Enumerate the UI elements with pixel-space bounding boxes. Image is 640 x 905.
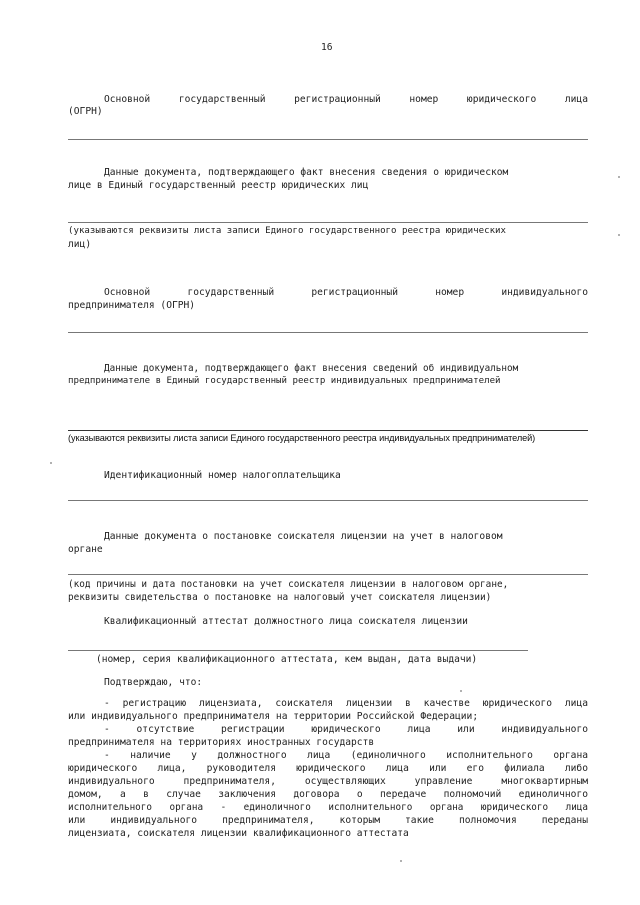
confirm-line: исполнительного органа - единоличного исполнительного органа юридического лица xyxy=(68,802,588,813)
tax-registration-note-line2: реквизиты свидетельства о постановке на налоговый учет соискателя лицензии) xyxy=(68,592,492,603)
confirm-line: индивидуального предпринимателя, осуществляющих управление многоквартирным xyxy=(68,776,588,787)
scan-speck xyxy=(460,690,462,692)
egrip-doc-note: (указываются реквизиты листа записи Единого государственного реестра индивидуальных предпринимателей) xyxy=(68,433,536,443)
egrip-doc-field-line xyxy=(68,430,588,431)
egrul-doc-field-line xyxy=(68,222,588,223)
scan-speck xyxy=(50,462,52,464)
egrul-doc-note-line2: лиц) xyxy=(68,239,92,250)
confirm-heading: Подтверждаю, что: xyxy=(104,677,203,688)
scan-speck xyxy=(618,234,620,236)
confirm-line: предпринимателя на территориях иностранных государств xyxy=(68,737,375,748)
confirm-line: юридического лица, руководителя юридического лица или его филиала либо xyxy=(68,763,588,774)
egrip-doc-label-line1: Данные документа, подтверждающего факт внесения сведений об индивидуальном xyxy=(104,363,519,374)
ogrn-ul-label-line2: (ОГРН) xyxy=(68,106,103,117)
confirm-line: лицензиата, соискателя лицензии квалификационного аттестата xyxy=(68,828,409,839)
scan-speck xyxy=(618,176,620,178)
ogrn-ip-field-line xyxy=(68,332,588,333)
confirm-line: домом, а в случае заключения договора о передаче полномочий единоличного xyxy=(68,789,588,800)
page-number: 16 xyxy=(321,42,333,53)
egrul-doc-label-line2: лице в Единый государственный реестр юридических лиц xyxy=(68,180,369,191)
confirm-line: - отсутствие регистрации юридического лица или индивидуального xyxy=(104,724,588,735)
qualification-note: (номер, серия квалификационного аттестата, кем выдан, дата выдачи) xyxy=(96,654,478,665)
qualification-field-line xyxy=(68,650,528,651)
scan-speck xyxy=(400,860,402,862)
egrul-doc-label-line1: Данные документа, подтверждающего факт внесения сведения о юридическом xyxy=(104,167,509,178)
tax-registration-note-line1: (код причины и дата постановки на учет соискателя лицензии в налоговом органе, xyxy=(68,579,509,590)
confirm-line: - регистрацию лицензиата, соискателя лицензии в качестве юридического лица xyxy=(104,698,588,709)
tax-registration-label-line2: органе xyxy=(68,544,103,555)
tax-registration-label-line1: Данные документа о постановке соискателя лицензии на учет в налоговом xyxy=(104,531,503,542)
egrul-doc-note-line1: (указываются реквизиты листа записи Единого государственного реестра юридических xyxy=(68,226,506,236)
egrip-doc-label-line2: предпринимателе в Единый государственный реестр индивидуальных предпринимателей xyxy=(68,376,501,386)
confirm-line: - наличие у должностного лица (единоличного исполнительного органа xyxy=(104,750,588,761)
inn-field-line xyxy=(68,500,588,501)
ogrn-ul-field-line xyxy=(68,139,588,140)
ogrn-ip-label-line1: Основной государственный регистрационный номер индивидуального xyxy=(104,287,588,298)
inn-label: Идентификационный номер налогоплательщика xyxy=(104,470,341,481)
confirm-line: или индивидуального предпринимателя, которым такие полномочия переданы xyxy=(68,815,588,826)
qualification-label: Квалификационный аттестат должностного лица соискателя лицензии xyxy=(104,616,468,627)
ogrn-ul-label-line1: Основной государственный регистрационный номер юридического лица xyxy=(104,94,588,105)
ogrn-ip-label-line2: предпринимателя (ОГРН) xyxy=(68,300,196,311)
tax-registration-field-line xyxy=(68,574,588,575)
confirm-line: или индивидуального предпринимателя на территории Российской Федерации; xyxy=(68,711,479,722)
